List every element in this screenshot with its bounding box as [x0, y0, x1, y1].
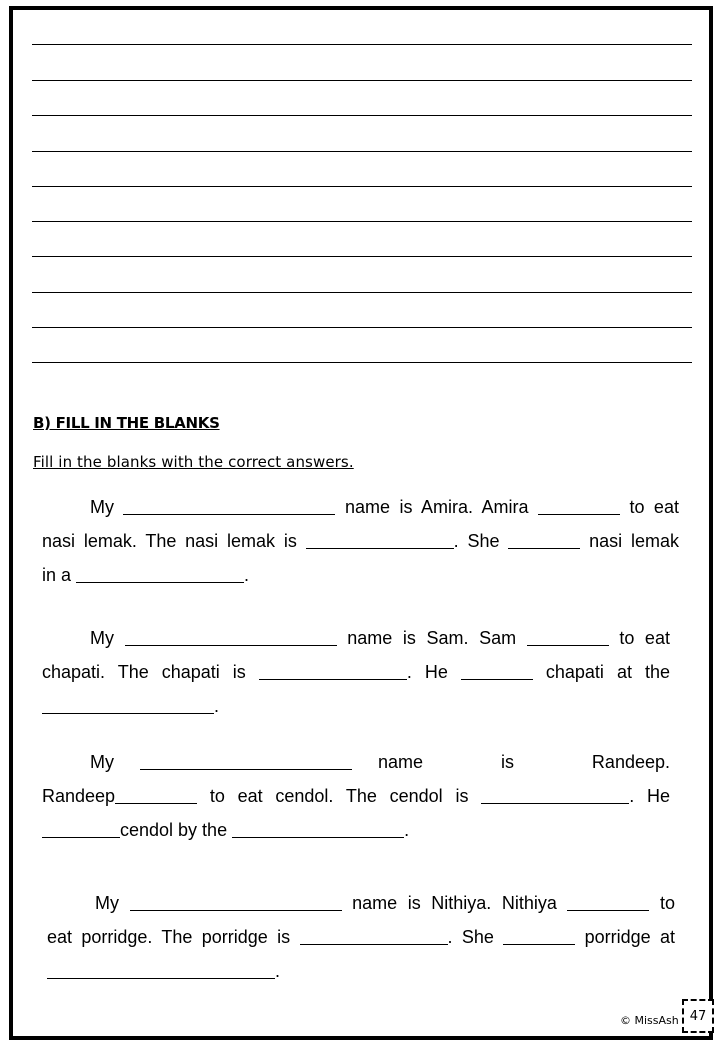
paragraph-line: .	[42, 689, 670, 723]
writing-line[interactable]	[32, 292, 692, 293]
writing-line[interactable]	[32, 186, 692, 187]
answer-blank[interactable]	[130, 892, 342, 911]
paragraph-line: chapati. The chapati is . He chapati at the	[42, 662, 670, 682]
paragraph-line: cendol by the .	[42, 813, 670, 847]
writing-line[interactable]	[32, 221, 692, 222]
writing-line[interactable]	[32, 44, 692, 45]
paragraph-line: in a .	[42, 565, 250, 585]
writing-line[interactable]	[32, 362, 692, 363]
answer-blank[interactable]	[503, 926, 575, 945]
paragraph-line: My name is Nithiya. Nithiya to	[95, 893, 675, 913]
answer-blank[interactable]	[232, 819, 404, 838]
answer-blank[interactable]	[527, 627, 609, 646]
paragraph-amira	[42, 490, 679, 592]
answer-blank[interactable]	[42, 695, 214, 714]
page-number	[682, 999, 714, 1033]
paragraph-line: My name is Sam. Sam to eat	[90, 628, 670, 648]
answer-blank[interactable]	[259, 661, 407, 680]
answer-blank[interactable]	[42, 819, 120, 838]
paragraph-line: My name is Randeep.	[90, 752, 670, 772]
writing-line[interactable]	[32, 256, 692, 257]
writing-line[interactable]	[32, 80, 692, 81]
writing-line[interactable]	[32, 151, 692, 152]
answer-blank[interactable]	[47, 960, 275, 979]
page-number-label: 47	[689, 1008, 707, 1024]
paragraph-randeep	[42, 745, 670, 847]
answer-blank[interactable]	[508, 530, 580, 549]
paragraph-line: My name is Amira. Amira to eat	[90, 497, 679, 517]
writing-line[interactable]	[32, 115, 692, 116]
paragraph-sam	[42, 621, 670, 723]
paragraph-line: nasi lemak. The nasi lemak is . She nasi lemak	[42, 531, 679, 551]
answer-blank[interactable]	[567, 892, 649, 911]
answer-blank[interactable]	[125, 627, 337, 646]
answer-blank[interactable]	[481, 785, 629, 804]
paragraph-line: .	[47, 954, 675, 988]
answer-blank[interactable]	[461, 661, 533, 680]
answer-blank[interactable]	[76, 564, 244, 583]
section-title: B) FILL IN THE BLANKS	[33, 414, 220, 432]
answer-blank[interactable]	[300, 926, 448, 945]
answer-blank[interactable]	[140, 751, 352, 770]
copyright-text: © MissAsh	[620, 1014, 679, 1027]
answer-blank[interactable]	[538, 496, 620, 515]
answer-blank[interactable]	[123, 496, 335, 515]
writing-line[interactable]	[32, 327, 692, 328]
instruction-text: Fill in the blanks with the correct answers.	[33, 453, 354, 471]
paragraph-line: eat porridge. The porridge is . She porridge at	[47, 927, 675, 947]
paragraph-line: Randeep to eat cendol. The cendol is . He	[42, 786, 670, 806]
paragraph-nithiya	[47, 886, 675, 988]
answer-blank[interactable]	[306, 530, 454, 549]
answer-blank[interactable]	[115, 785, 197, 804]
